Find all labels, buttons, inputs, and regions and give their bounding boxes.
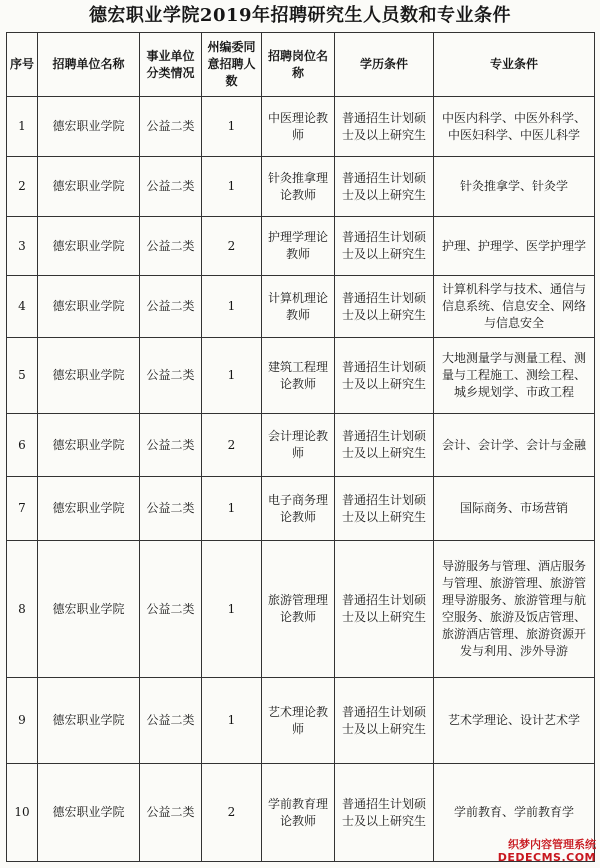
cell-major: 计算机科学与技术、通信与信息系统、信息安全、网络与信息安全	[434, 276, 595, 338]
cell-education: 普通招生计划硕士及以上研究生	[335, 541, 434, 678]
header-position: 招聘岗位名称	[262, 33, 335, 97]
cell-unit: 德宏职业学院	[38, 764, 140, 862]
header-unit: 招聘单位名称	[38, 33, 140, 97]
cell-major: 针灸推拿学、针灸学	[434, 157, 595, 217]
cell-seq: 10	[7, 764, 38, 862]
cell-count: 2	[202, 764, 262, 862]
cell-major: 国际商务、市场营销	[434, 477, 595, 541]
cell-education: 普通招生计划硕士及以上研究生	[335, 217, 434, 276]
cell-count: 1	[202, 678, 262, 764]
cell-count: 1	[202, 477, 262, 541]
cell-major: 中医内科学、中医外科学、中医妇科学、中医儿科学	[434, 97, 595, 157]
cell-major: 护理、护理学、医学护理学	[434, 217, 595, 276]
cell-seq: 8	[7, 541, 38, 678]
cell-seq: 7	[7, 477, 38, 541]
cell-seq: 9	[7, 678, 38, 764]
cell-seq: 1	[7, 97, 38, 157]
cell-position: 会计理论教师	[262, 414, 335, 477]
cell-count: 1	[202, 97, 262, 157]
cell-category: 公益二类	[140, 276, 202, 338]
cell-position: 计算机理论教师	[262, 276, 335, 338]
cell-category: 公益二类	[140, 764, 202, 862]
cell-education: 普通招生计划硕士及以上研究生	[335, 477, 434, 541]
table-row	[7, 97, 595, 157]
cell-position: 中医理论教师	[262, 97, 335, 157]
cell-seq: 2	[7, 157, 38, 217]
site-watermark	[476, 838, 596, 864]
cell-education: 普通招生计划硕士及以上研究生	[335, 157, 434, 217]
cell-position: 艺术理论教师	[262, 678, 335, 764]
cell-position: 学前教育理论教师	[262, 764, 335, 862]
cell-count: 2	[202, 217, 262, 276]
table-row	[7, 338, 595, 414]
cell-major: 学前教育、学前教育学	[434, 764, 595, 862]
cell-unit: 德宏职业学院	[38, 97, 140, 157]
cell-position: 针灸推拿理论教师	[262, 157, 335, 217]
cell-category: 公益二类	[140, 217, 202, 276]
cell-category: 公益二类	[140, 338, 202, 414]
cell-count: 1	[202, 541, 262, 678]
header-education: 学历条件	[335, 33, 434, 97]
cell-count: 1	[202, 157, 262, 217]
cell-unit: 德宏职业学院	[38, 414, 140, 477]
cell-unit: 德宏职业学院	[38, 678, 140, 764]
cell-category: 公益二类	[140, 678, 202, 764]
cell-education: 普通招生计划硕士及以上研究生	[335, 414, 434, 477]
cell-count: 2	[202, 414, 262, 477]
cell-unit: 德宏职业学院	[38, 338, 140, 414]
cell-major: 艺术学理论、设计艺术学	[434, 678, 595, 764]
cell-major: 导游服务与管理、酒店服务与管理、旅游管理、旅游管理导游服务、旅游管理与航空服务、旅游及饭店管理、旅游酒店管理、旅游资源开发与利用、涉外导游	[434, 541, 595, 678]
cell-category: 公益二类	[140, 477, 202, 541]
header-seq: 序号	[7, 33, 38, 97]
cell-position: 旅游管理理论教师	[262, 541, 335, 678]
cell-seq: 3	[7, 217, 38, 276]
watermark-line2: DEDECMS.COM	[497, 851, 596, 864]
cell-unit: 德宏职业学院	[38, 276, 140, 338]
cell-major: 会计、会计学、会计与金融	[434, 414, 595, 477]
document-title: 德宏职业学院2019年招聘研究生人员数和专业条件	[88, 5, 512, 26]
table-row	[7, 414, 595, 477]
cell-category: 公益二类	[140, 541, 202, 678]
cell-position: 建筑工程理论教师	[262, 338, 335, 414]
cell-major: 大地测量学与测量工程、测量与工程施工、测绘工程、城乡规划学、市政工程	[434, 338, 595, 414]
table-row	[7, 477, 595, 541]
cell-education: 普通招生计划硕士及以上研究生	[335, 764, 434, 862]
cell-category: 公益二类	[140, 414, 202, 477]
cell-education: 普通招生计划硕士及以上研究生	[335, 678, 434, 764]
cell-count: 1	[202, 338, 262, 414]
table-row	[7, 678, 595, 764]
header-major: 专业条件	[434, 33, 595, 97]
table-row	[7, 157, 595, 217]
header-count: 州编委同意招聘人数	[202, 33, 262, 97]
cell-seq: 5	[7, 338, 38, 414]
cell-education: 普通招生计划硕士及以上研究生	[335, 276, 434, 338]
recruitment-table	[6, 32, 595, 862]
cell-unit: 德宏职业学院	[38, 477, 140, 541]
cell-count: 1	[202, 276, 262, 338]
cell-education: 普通招生计划硕士及以上研究生	[335, 97, 434, 157]
cell-unit: 德宏职业学院	[38, 157, 140, 217]
cell-category: 公益二类	[140, 157, 202, 217]
table-row	[7, 217, 595, 276]
cell-category: 公益二类	[140, 97, 202, 157]
cell-seq: 4	[7, 276, 38, 338]
table-row	[7, 276, 595, 338]
cell-unit: 德宏职业学院	[38, 541, 140, 678]
cell-seq: 6	[7, 414, 38, 477]
cell-education: 普通招生计划硕士及以上研究生	[335, 338, 434, 414]
cell-unit: 德宏职业学院	[38, 217, 140, 276]
watermark-line1: 织梦内容管理系统	[508, 838, 596, 851]
header-row	[7, 33, 595, 97]
table-row	[7, 541, 595, 678]
cell-position: 电子商务理论教师	[262, 477, 335, 541]
header-category: 事业单位分类情况	[140, 33, 202, 97]
cell-position: 护理学理论教师	[262, 217, 335, 276]
